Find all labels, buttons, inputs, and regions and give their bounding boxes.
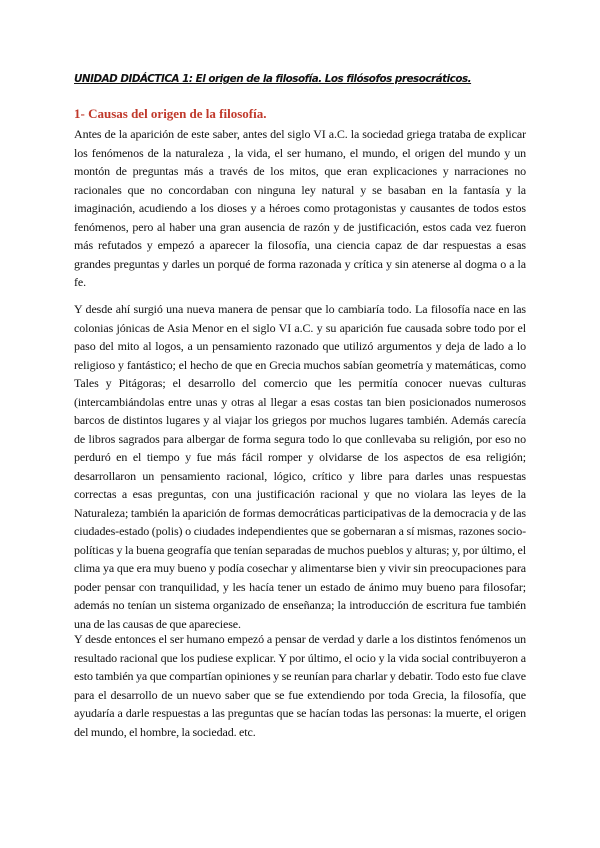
section-heading: 1- Causas del origen de la filosofía. <box>74 106 267 121</box>
paragraph: Antes de la aparición de este saber, antes del siglo VI a.C. la sociedad griega trataba de explicar los fenómenos de la naturaleza , la vida, el ser humano, el mundo, el origen del mundo y un montón de preguntas más a través de los mitos, que eran explicaciones y narraciones no racionales que no concordaban con ninguna ley natural y se basaban en la fantasía y la imaginación, acudiendo a los dioses y a héroes como protagonistas y causantes de todos estos fenómenos, pero al haber una gran ausencia de razón y de justificación, estos cada vez fueron más refutados y empezó a aparecer la filosofía, una ciencia capaz de dar respuestas a esas grandes preguntas y darles un porqué de forma razonada y crítica y sin atenerse al dogma o a la fe. <box>74 127 526 289</box>
paragraph: Y desde entonces el ser humano empezó a pensar de verdad y darle a los distintos fenómenos un resultado racional que los pudiese explicar. Y por último, el ocio y la vida social contribuyeron a esto también ya que compartían opiniones y se reunían para charlar y debatir. Todo esto fue clave para el desarrollo de un nuevo saber que se fue extendiendo por toda Grecia, la filosofía, que ayudaría a darle respuestas a las preguntas que se hacían todas las personas: la muerte, el origen del mundo, el hombre, la sociedad. etc. <box>74 632 526 739</box>
unit-title: UNIDAD DIDÁCTICA 1: El origen de la filosofía. Los filósofos presocráticos. <box>74 73 472 85</box>
paragraph: Y desde ahí surgió una nueva manera de pensar que lo cambiaría todo. La filosofía nace en las colonias jónicas de Asia Menor en el siglo VI a.C. y su aparición fue causada sobre todo por el paso del mito al logos, a un pensamiento razonado que utilizó argumentos y deja de lado a lo religioso y fantástico; el hecho de que en Grecia muchos sabían geometría y matemáticas, como Tales y Pitágoras; el desarrollo del comercio que les permitía conocer nuevas culturas (intercambiándolas entre unas y otras al llegar a esas costas tan bien posicionados numerosos barcos de distintos lugares y al viajar los griegos por muchos lugares también. Además carecía de libros sagrados para albergar de forma segura todo lo que conllevaba su religión, por eso no perduró en el tiempo y fue más fácil romper y olvidarse de los aspectos de esa religión; desarrollaron un pensamiento racional, lógico, crítico y libre para darles unas respuestas correctas a esas preguntas, con una justificación racional y que no violara las leyes de la Naturaleza; también la aparición de formas democráticas participativas de la democracia y de las ciudades-estado (polis) o ciudades independientes que se gobernaran a sí mismas, razones socio-políticas y la buena geografía que tenían separadas de muchos pueblos y alturas; y, por último, el clima ya que era muy bueno y podía cosechar y alimentarse bien y vivir sin preocupaciones para poder pensar con tranquilidad, y les hacía tener un estado de ánimo muy bueno para filosofar; además no tenían un sistema organizado de enseñanza; la introducción de escritura fue también una de las causas de que apareciese. <box>74 302 526 631</box>
